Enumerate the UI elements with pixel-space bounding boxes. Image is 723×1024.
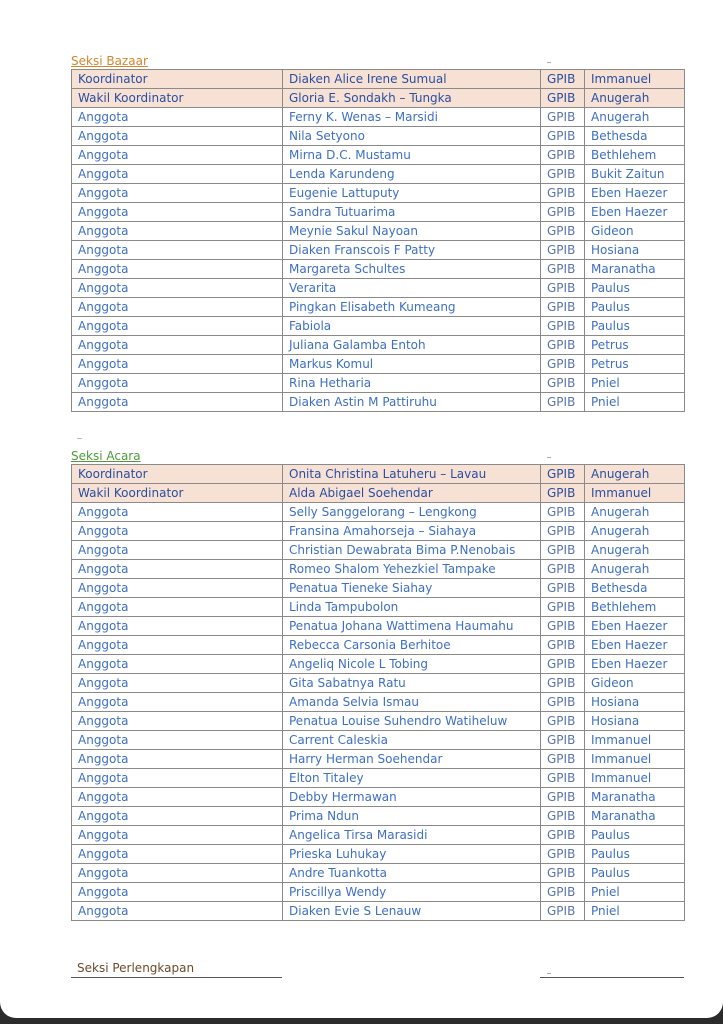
- org-cell: GPIB: [541, 108, 585, 127]
- table-row: [72, 579, 685, 598]
- table-row: [72, 883, 685, 902]
- name-cell: Meynie Sakul Nayoan: [283, 222, 541, 241]
- church-cell: Maranatha: [585, 807, 685, 826]
- org-cell: GPIB: [541, 260, 585, 279]
- table-row: [72, 598, 685, 617]
- section-title-text: Seksi Bazaar: [71, 54, 148, 68]
- table-row: [72, 788, 685, 807]
- org-cell: GPIB: [541, 355, 585, 374]
- role-cell: Anggota: [72, 146, 283, 165]
- role-cell: Anggota: [72, 127, 283, 146]
- name-cell: Priscillya Wendy: [283, 883, 541, 902]
- org-cell: GPIB: [541, 146, 585, 165]
- church-cell: Eben Haezer: [585, 203, 685, 222]
- church-cell: Petrus: [585, 336, 685, 355]
- org-cell: GPIB: [541, 693, 585, 712]
- org-cell: GPIB: [541, 617, 585, 636]
- table-row: [72, 484, 685, 503]
- table-row: [72, 655, 685, 674]
- table-row: [72, 203, 685, 222]
- church-cell: Anugerah: [585, 89, 685, 108]
- name-cell: Romeo Shalom Yehezkiel Tampake: [283, 560, 541, 579]
- name-cell: Juliana Galamba Entoh: [283, 336, 541, 355]
- role-cell: Anggota: [72, 826, 283, 845]
- section-title: [71, 448, 684, 464]
- name-cell: Gloria E. Sondakh – Tungka: [283, 89, 541, 108]
- table-row: [72, 165, 685, 184]
- role-cell: Anggota: [72, 750, 283, 769]
- table-row: [72, 826, 685, 845]
- church-cell: Pniel: [585, 902, 685, 921]
- table-row: [72, 317, 685, 336]
- role-cell: Anggota: [72, 769, 283, 788]
- name-cell: Markus Komul: [283, 355, 541, 374]
- name-cell: Diaken Astin M Pattiruhu: [283, 393, 541, 412]
- role-cell: Koordinator: [72, 70, 283, 89]
- role-cell: Anggota: [72, 374, 283, 393]
- table-row: [72, 89, 685, 108]
- name-cell: Ferny K. Wenas – Marsidi: [283, 108, 541, 127]
- role-cell: Anggota: [72, 503, 283, 522]
- role-cell: Wakil Koordinator: [72, 484, 283, 503]
- section-acara: [71, 448, 684, 921]
- org-cell: GPIB: [541, 279, 585, 298]
- table-row: [72, 674, 685, 693]
- table-row: [72, 374, 685, 393]
- name-cell: Selly Sanggelorang – Lengkong: [283, 503, 541, 522]
- role-cell: Anggota: [72, 260, 283, 279]
- table-row: [72, 222, 685, 241]
- role-cell: Anggota: [72, 693, 283, 712]
- org-cell: GPIB: [541, 70, 585, 89]
- church-cell: Gideon: [585, 222, 685, 241]
- table-row: [72, 503, 685, 522]
- church-cell: Anugerah: [585, 541, 685, 560]
- church-cell: Immanuel: [585, 769, 685, 788]
- role-cell: Anggota: [72, 298, 283, 317]
- table-row: [72, 769, 685, 788]
- org-cell: GPIB: [541, 203, 585, 222]
- section-perlengkapan: [71, 961, 684, 981]
- org-cell: GPIB: [541, 655, 585, 674]
- church-cell: Petrus: [585, 355, 685, 374]
- table-row: [72, 108, 685, 127]
- name-cell: Harry Herman Soehendar: [283, 750, 541, 769]
- table-row: [72, 279, 685, 298]
- table-row: [72, 731, 685, 750]
- role-cell: Anggota: [72, 317, 283, 336]
- name-cell: Diaken Franscois F Patty: [283, 241, 541, 260]
- org-cell: GPIB: [541, 541, 585, 560]
- church-cell: Hosiana: [585, 241, 685, 260]
- org-cell: GPIB: [541, 484, 585, 503]
- church-cell: Paulus: [585, 317, 685, 336]
- name-cell: Carrent Caleskia: [283, 731, 541, 750]
- role-cell: Anggota: [72, 541, 283, 560]
- table-row: [72, 864, 685, 883]
- section-title: [71, 53, 684, 69]
- church-cell: Maranatha: [585, 260, 685, 279]
- table-row: [72, 902, 685, 921]
- name-cell: Prieska Luhukay: [283, 845, 541, 864]
- name-cell: Sandra Tutuarima: [283, 203, 541, 222]
- name-cell: Onita Christina Latuheru – Lavau: [283, 465, 541, 484]
- role-cell: Anggota: [72, 203, 283, 222]
- table-row: [72, 560, 685, 579]
- acara-table: [71, 464, 685, 921]
- table-row: [72, 260, 685, 279]
- org-cell: GPIB: [541, 579, 585, 598]
- table-row: [72, 617, 685, 636]
- role-cell: Anggota: [72, 560, 283, 579]
- org-cell: GPIB: [541, 560, 585, 579]
- name-cell: Verarita: [283, 279, 541, 298]
- role-cell: Anggota: [72, 165, 283, 184]
- table-row: [72, 70, 685, 89]
- name-cell: Diaken Evie S Lenauw: [283, 902, 541, 921]
- table-row: [72, 712, 685, 731]
- table-row: [72, 336, 685, 355]
- church-cell: Bethesda: [585, 127, 685, 146]
- name-cell: Christian Dewabrata Bima P.Nenobais: [283, 541, 541, 560]
- church-cell: Eben Haezer: [585, 636, 685, 655]
- role-cell: Anggota: [72, 883, 283, 902]
- church-cell: Bethlehem: [585, 146, 685, 165]
- name-cell: Linda Tampubolon: [283, 598, 541, 617]
- church-cell: Immanuel: [585, 750, 685, 769]
- church-cell: Pniel: [585, 883, 685, 902]
- name-cell: Rina Hetharia: [283, 374, 541, 393]
- church-cell: Anugerah: [585, 560, 685, 579]
- table-row: [72, 636, 685, 655]
- role-cell: Anggota: [72, 222, 283, 241]
- church-cell: Immanuel: [585, 70, 685, 89]
- role-cell: Anggota: [72, 655, 283, 674]
- section-title-text: Seksi Perlengkapan: [77, 961, 195, 975]
- name-cell: Andre Tuankotta: [283, 864, 541, 883]
- church-cell: Immanuel: [585, 484, 685, 503]
- church-cell: Anugerah: [585, 503, 685, 522]
- church-cell: Pniel: [585, 374, 685, 393]
- org-cell: GPIB: [541, 712, 585, 731]
- role-cell: Anggota: [72, 184, 283, 203]
- church-cell: Paulus: [585, 826, 685, 845]
- church-cell: Bukit Zaitun: [585, 165, 685, 184]
- role-cell: Anggota: [72, 788, 283, 807]
- name-cell: Eugenie Lattuputy: [283, 184, 541, 203]
- role-cell: Koordinator: [72, 465, 283, 484]
- role-cell: Anggota: [72, 807, 283, 826]
- role-cell: Anggota: [72, 712, 283, 731]
- name-cell: Prima Ndun: [283, 807, 541, 826]
- role-cell: Anggota: [72, 845, 283, 864]
- table-row: [72, 298, 685, 317]
- org-cell: GPIB: [541, 788, 585, 807]
- table-row: [72, 522, 685, 541]
- name-cell: Margareta Schultes: [283, 260, 541, 279]
- table-row: [72, 241, 685, 260]
- role-cell: Anggota: [72, 108, 283, 127]
- org-cell: GPIB: [541, 902, 585, 921]
- org-cell: GPIB: [541, 127, 585, 146]
- org-cell: GPIB: [541, 222, 585, 241]
- church-cell: Gideon: [585, 674, 685, 693]
- church-cell: Bethesda: [585, 579, 685, 598]
- role-cell: Anggota: [72, 522, 283, 541]
- org-cell: GPIB: [541, 522, 585, 541]
- role-cell: Anggota: [72, 617, 283, 636]
- table-row: [72, 127, 685, 146]
- church-cell: Paulus: [585, 845, 685, 864]
- role-cell: Anggota: [72, 674, 283, 693]
- church-cell: Pniel: [585, 393, 685, 412]
- name-cell: Penatua Tieneke Siahay: [283, 579, 541, 598]
- org-cell: GPIB: [541, 336, 585, 355]
- table-row: [72, 541, 685, 560]
- church-cell: Maranatha: [585, 788, 685, 807]
- org-cell: GPIB: [541, 89, 585, 108]
- org-cell: GPIB: [541, 465, 585, 484]
- church-cell: Bethlehem: [585, 598, 685, 617]
- role-cell: Anggota: [72, 598, 283, 617]
- church-cell: Paulus: [585, 864, 685, 883]
- table-row: [72, 845, 685, 864]
- section-title-text: Seksi Acara: [71, 449, 141, 463]
- role-cell: Anggota: [72, 636, 283, 655]
- org-cell: GPIB: [541, 503, 585, 522]
- org-cell: GPIB: [541, 165, 585, 184]
- church-cell: Anugerah: [585, 522, 685, 541]
- name-cell: Angeliq Nicole L Tobing: [283, 655, 541, 674]
- org-cell: GPIB: [541, 298, 585, 317]
- table-row: [72, 807, 685, 826]
- church-cell: Eben Haezer: [585, 617, 685, 636]
- org-cell: GPIB: [541, 807, 585, 826]
- org-cell: GPIB: [541, 674, 585, 693]
- church-cell: Hosiana: [585, 693, 685, 712]
- org-cell: GPIB: [541, 731, 585, 750]
- org-cell: GPIB: [541, 864, 585, 883]
- org-cell: GPIB: [541, 826, 585, 845]
- role-cell: Anggota: [72, 393, 283, 412]
- name-cell: Penatua Johana Wattimena Haumahu: [283, 617, 541, 636]
- table-row: [72, 465, 685, 484]
- org-cell: GPIB: [541, 374, 585, 393]
- name-cell: Alda Abigael Soehendar: [283, 484, 541, 503]
- name-cell: Rebecca Carsonia Berhitoe: [283, 636, 541, 655]
- table-row: [72, 693, 685, 712]
- role-cell: Anggota: [72, 731, 283, 750]
- table-row: [72, 146, 685, 165]
- name-cell: Diaken Alice Irene Sumual: [283, 70, 541, 89]
- name-cell: Elton Titaley: [283, 769, 541, 788]
- name-cell: Nila Setyono: [283, 127, 541, 146]
- section-bazaar: [71, 53, 684, 412]
- table-row: [72, 355, 685, 374]
- role-cell: Anggota: [72, 279, 283, 298]
- org-cell: GPIB: [541, 317, 585, 336]
- table-row: [72, 393, 685, 412]
- org-cell: GPIB: [541, 750, 585, 769]
- table-row: [72, 184, 685, 203]
- role-cell: Wakil Koordinator: [72, 89, 283, 108]
- church-cell: Anugerah: [585, 108, 685, 127]
- name-cell: Angelica Tirsa Marasidi: [283, 826, 541, 845]
- bazaar-table: [71, 69, 685, 412]
- org-cell: GPIB: [541, 845, 585, 864]
- name-cell: Pingkan Elisabeth Kumeang: [283, 298, 541, 317]
- role-cell: Anggota: [72, 241, 283, 260]
- church-cell: Anugerah: [585, 465, 685, 484]
- church-cell: Eben Haezer: [585, 184, 685, 203]
- org-cell: GPIB: [541, 241, 585, 260]
- church-cell: Immanuel: [585, 731, 685, 750]
- org-cell: GPIB: [541, 769, 585, 788]
- church-cell: Eben Haezer: [585, 655, 685, 674]
- role-cell: Anggota: [72, 579, 283, 598]
- name-cell: Gita Sabatnya Ratu: [283, 674, 541, 693]
- church-cell: Paulus: [585, 298, 685, 317]
- name-cell: Fransina Amahorseja – Siahaya: [283, 522, 541, 541]
- role-cell: Anggota: [72, 336, 283, 355]
- org-cell: GPIB: [541, 393, 585, 412]
- name-cell: Penatua Louise Suhendro Watiheluw: [283, 712, 541, 731]
- name-cell: Fabiola: [283, 317, 541, 336]
- name-cell: Amanda Selvia Ismau: [283, 693, 541, 712]
- role-cell: Anggota: [72, 902, 283, 921]
- name-cell: Debby Hermawan: [283, 788, 541, 807]
- name-cell: Mirna D.C. Mustamu: [283, 146, 541, 165]
- role-cell: Anggota: [72, 355, 283, 374]
- church-cell: Paulus: [585, 279, 685, 298]
- org-cell: GPIB: [541, 636, 585, 655]
- org-cell: GPIB: [541, 598, 585, 617]
- org-cell: GPIB: [541, 883, 585, 902]
- role-cell: Anggota: [72, 864, 283, 883]
- church-cell: Hosiana: [585, 712, 685, 731]
- org-cell: GPIB: [541, 184, 585, 203]
- name-cell: Lenda Karundeng: [283, 165, 541, 184]
- table-row: [72, 750, 685, 769]
